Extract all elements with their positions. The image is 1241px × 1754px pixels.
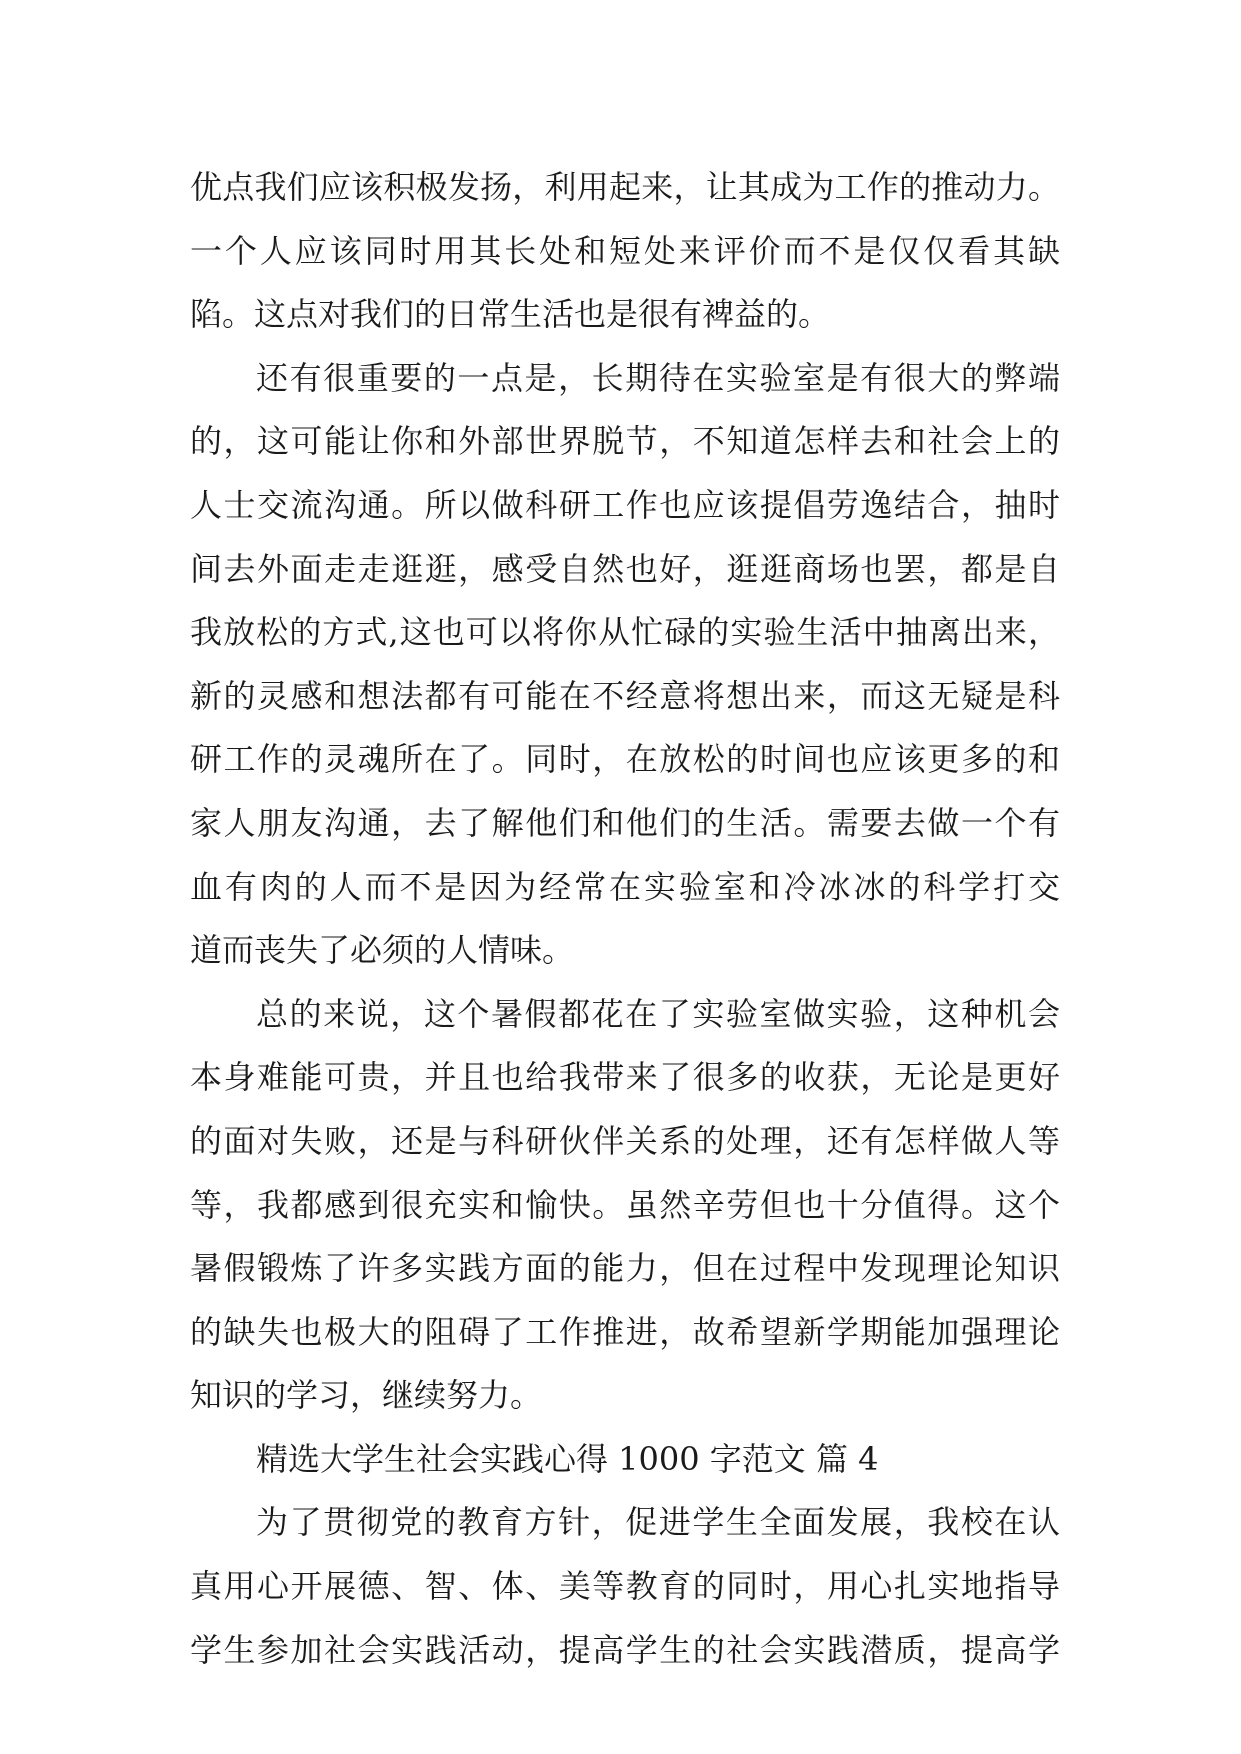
- text-line: 真用心开展德、智、体、美等教育的同时，用心扎实地指导: [190, 1567, 1060, 1606]
- text-line: 暑假锻炼了许多实践方面的能力，但在过程中发现理论知识: [190, 1249, 1060, 1288]
- text-line: 的，这可能让你和外部世界脱节，不知道怎样去和社会上的: [190, 422, 1060, 461]
- section-heading: 精选大学生社会实践心得 1000 字范文 篇 4: [256, 1439, 879, 1478]
- text-line: 本身难能可贵，并且也给我带来了很多的收获，无论是更好: [190, 1058, 1060, 1097]
- document-body: [190, 156, 1060, 1682]
- text-line: 血有肉的人而不是因为经常在实验室和冷冰冰的科学打交: [190, 867, 1060, 906]
- text-line: 的缺失也极大的阻碍了工作推进，故希望新学期能加强理论: [190, 1312, 1060, 1351]
- text-line: 总的来说，这个暑假都花在了实验室做实验，这种机会: [256, 994, 1060, 1033]
- text-line: 研工作的灵魂所在了。同时，在放松的时间也应该更多的和: [190, 740, 1060, 779]
- text-line: 为了贯彻党的教育方针，促进学生全面发展，我校在认: [256, 1503, 1060, 1542]
- text-line: 知识的学习，继续努力。: [190, 1376, 543, 1415]
- text-line: 等，我都感到很充实和愉快。虽然辛劳但也十分值得。这个: [190, 1185, 1060, 1224]
- text-line: 学生参加社会实践活动，提高学生的社会实践潜质，提高学: [190, 1630, 1060, 1669]
- text-line: 陷。这点对我们的日常生活也是很有裨益的。: [190, 295, 831, 334]
- text-line: 一个人应该同时用其长处和短处来评价而不是仅仅看其缺: [190, 231, 1060, 270]
- text-line: 间去外面走走逛逛，感受自然也好，逛逛商场也罢，都是自: [190, 549, 1060, 588]
- text-line: 我放松的方式,这也可以将你从忙碌的实验生活中抽离出来，: [190, 613, 1060, 652]
- text-line: 还有很重要的一点是，长期待在实验室是有很大的弊端: [256, 358, 1060, 397]
- text-line: 新的灵感和想法都有可能在不经意将想出来，而这无疑是科: [190, 676, 1060, 715]
- text-line: 优点我们应该积极发扬，利用起来，让其成为工作的推动力。: [190, 168, 1060, 206]
- text-line: 家人朋友沟通，去了解他们和他们的生活。需要去做一个有: [190, 803, 1060, 842]
- text-line: 人士交流沟通。所以做科研工作也应该提倡劳逸结合，抽时: [190, 485, 1060, 524]
- text-line: 道而丧失了必须的人情味。: [190, 931, 575, 970]
- text-line: 的面对失败，还是与科研伙伴关系的处理，还有怎样做人等: [190, 1121, 1060, 1160]
